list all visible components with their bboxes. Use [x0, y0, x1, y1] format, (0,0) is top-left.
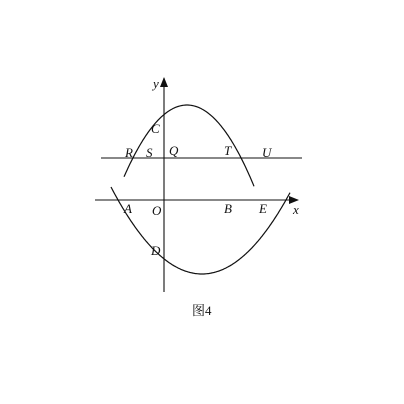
label-u: U — [262, 145, 272, 160]
label-r: R — [125, 145, 133, 160]
label-s: S — [146, 145, 153, 160]
figure-caption: 图4 — [192, 303, 212, 318]
label-d: D — [151, 243, 161, 258]
label-q: Q — [169, 143, 179, 158]
label-y: y — [153, 76, 159, 91]
label-e: E — [259, 201, 267, 216]
label-t: T — [224, 143, 232, 158]
label-o: O — [152, 203, 162, 218]
parabola-down — [124, 105, 254, 186]
label-c: C — [151, 121, 160, 136]
label-a: A — [124, 201, 132, 216]
label-x: x — [293, 202, 299, 217]
label-b: B — [224, 201, 232, 216]
